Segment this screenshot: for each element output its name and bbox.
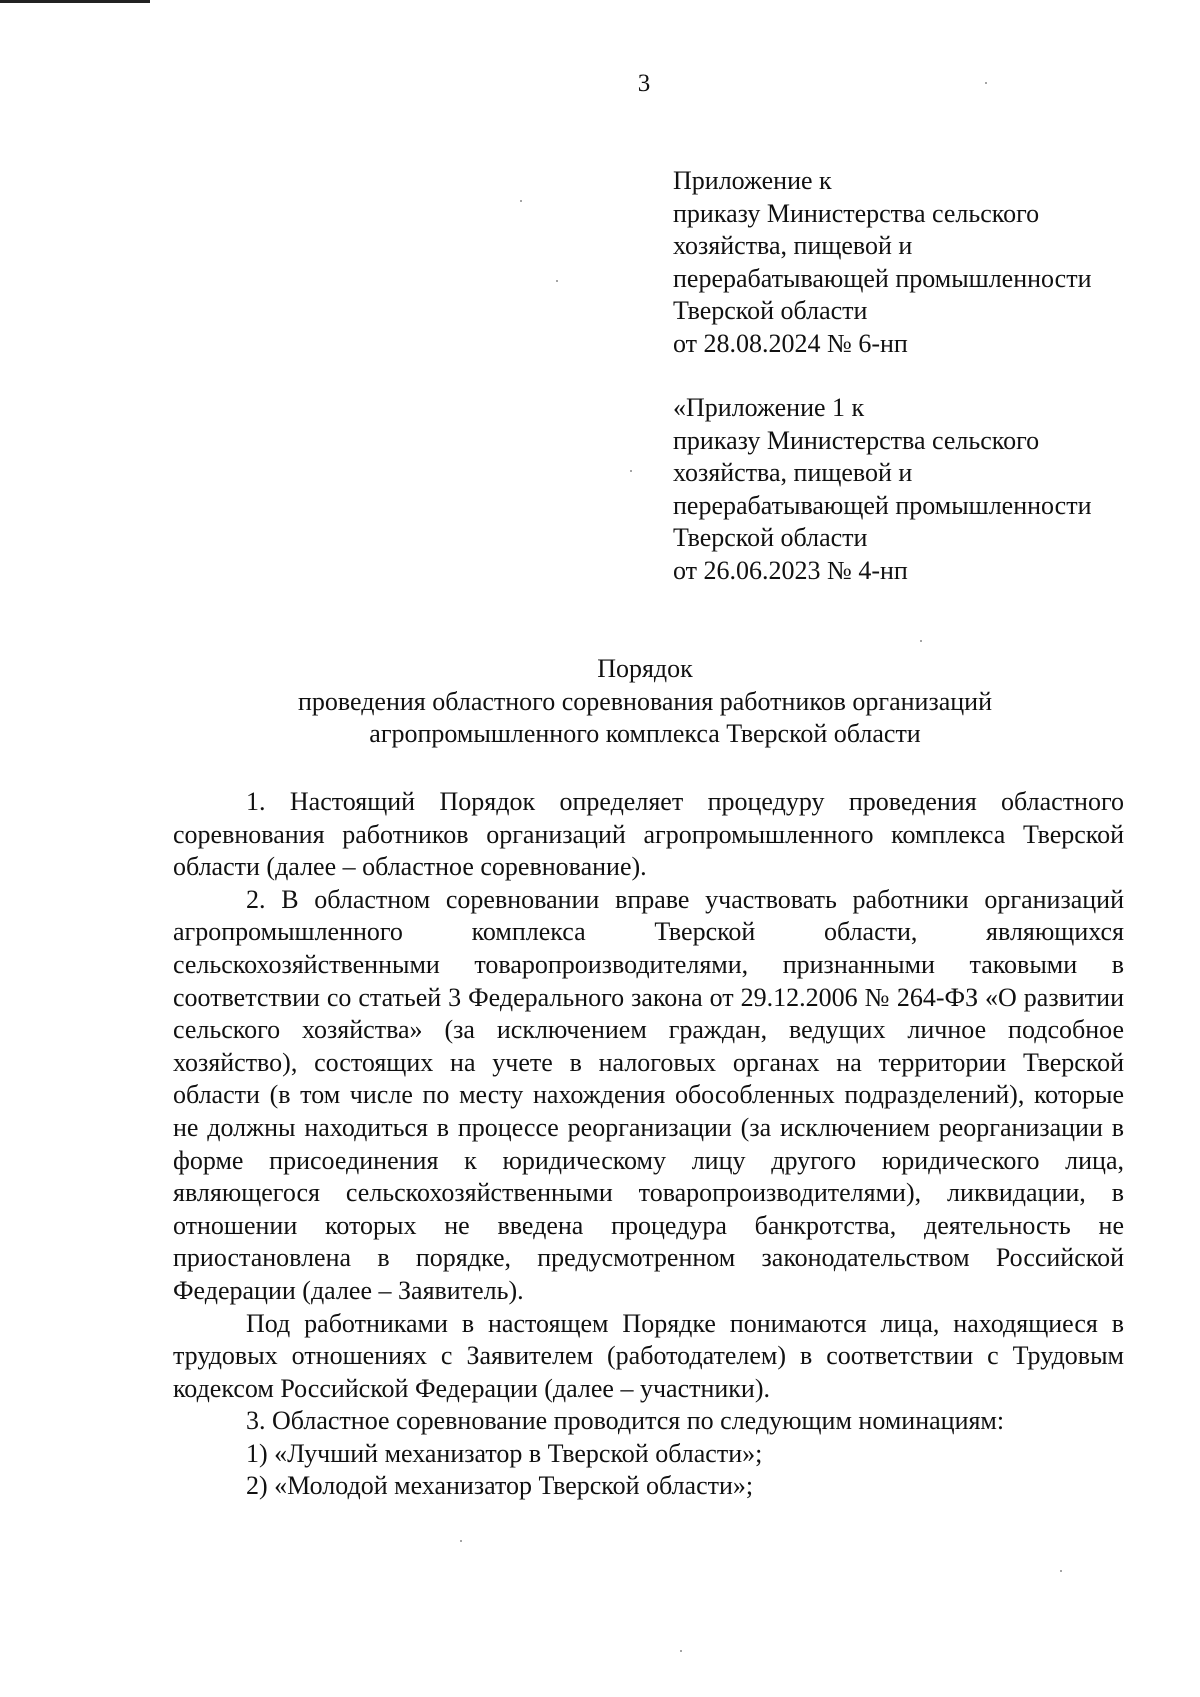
- annex-line: перерабатывающей промышленности: [673, 263, 1092, 293]
- annex-line: хозяйства, пищевой и: [673, 458, 913, 488]
- document-title: [170, 653, 1120, 751]
- paragraph-4: 3. Областное соревнование проводится по следующим номинациям:: [246, 1406, 1005, 1436]
- annex-line: от 28.08.2024 № 6-нп: [673, 328, 908, 358]
- scan-speck: [680, 1650, 682, 1652]
- scan-speck: [920, 640, 922, 642]
- list-item-1: 1) «Лучший механизатор в Тверской области»;: [246, 1438, 763, 1468]
- title-line: Порядок: [597, 654, 693, 683]
- annex-line: Тверской области: [673, 296, 868, 326]
- scan-speck: [556, 280, 558, 282]
- scan-speck: [460, 1540, 462, 1542]
- annex-line: Тверской области: [673, 523, 868, 553]
- annex-line: приказу Министерства сельского: [673, 425, 1040, 455]
- scan-edge-mark: [0, 0, 150, 3]
- annex-line: приказу Министерства сельского: [673, 198, 1040, 228]
- scan-speck: [985, 82, 987, 84]
- document-body: [173, 786, 1124, 1503]
- list-item-2: 2) «Молодой механизатор Тверской области»;: [246, 1471, 754, 1501]
- annex-header-current: [673, 165, 1173, 361]
- annex-header-original: [673, 392, 1173, 588]
- paragraph-2: 2. В областном соревновании вправе участвовать работники организаций агропромышленного комплекса Тверской области, являющихся сельскохозяйственными товаропроизводителями, признанными таковыми в соответствии со статьей 3 Федерального закона от 29.12.2006 № 264-ФЗ «О развитии сельского хозяйства» (за исключением граждан, ведущих личное подсобное хозяйство), состоящих на учете в налоговых органах на территории Тверской области (в том числе по месту нахождения обособленных подразделений), которые не должны находиться в процессе реорганизации (за исключением реорганизации в форме присоединения к юридическому лицу другого юридического лица, являющегося сельскохозяйственными товаропроизводителями), ликвидации, в отношении которых не введена процедура банкротства, деятельность не приостановлена в порядке, предусмотренном законодательством Российской Федерации (далее – Заявитель).: [173, 884, 1124, 1305]
- page-number: 3: [637, 70, 651, 97]
- annex-line: Приложение к: [673, 166, 832, 195]
- annex-line: перерабатывающей промышленности: [673, 490, 1092, 520]
- annex-line: «Приложение 1 к: [673, 393, 865, 422]
- scan-speck: [1060, 1570, 1062, 1572]
- title-line: проведения областного соревнования работников организаций: [297, 686, 993, 716]
- paragraph-3: Под работниками в настоящем Порядке понимаются лица, находящиеся в трудовых отношениях с Заявителем (работодателем) в соответствии с Трудовым кодексом Российской Федерации (далее – участники).: [173, 1308, 1124, 1403]
- paragraph-1: 1. Настоящий Порядок определяет процедуру проведения областного соревнования работников организаций агропромышленного комплекса Тверской области (далее – областное соревнование).: [173, 787, 1124, 882]
- scan-speck: [520, 200, 522, 202]
- annex-line: хозяйства, пищевой и: [673, 231, 913, 261]
- annex-line: от 26.06.2023 № 4-нп: [673, 555, 908, 585]
- title-line: агропромышленного комплекса Тверской области: [369, 719, 921, 749]
- scan-speck: [630, 470, 632, 472]
